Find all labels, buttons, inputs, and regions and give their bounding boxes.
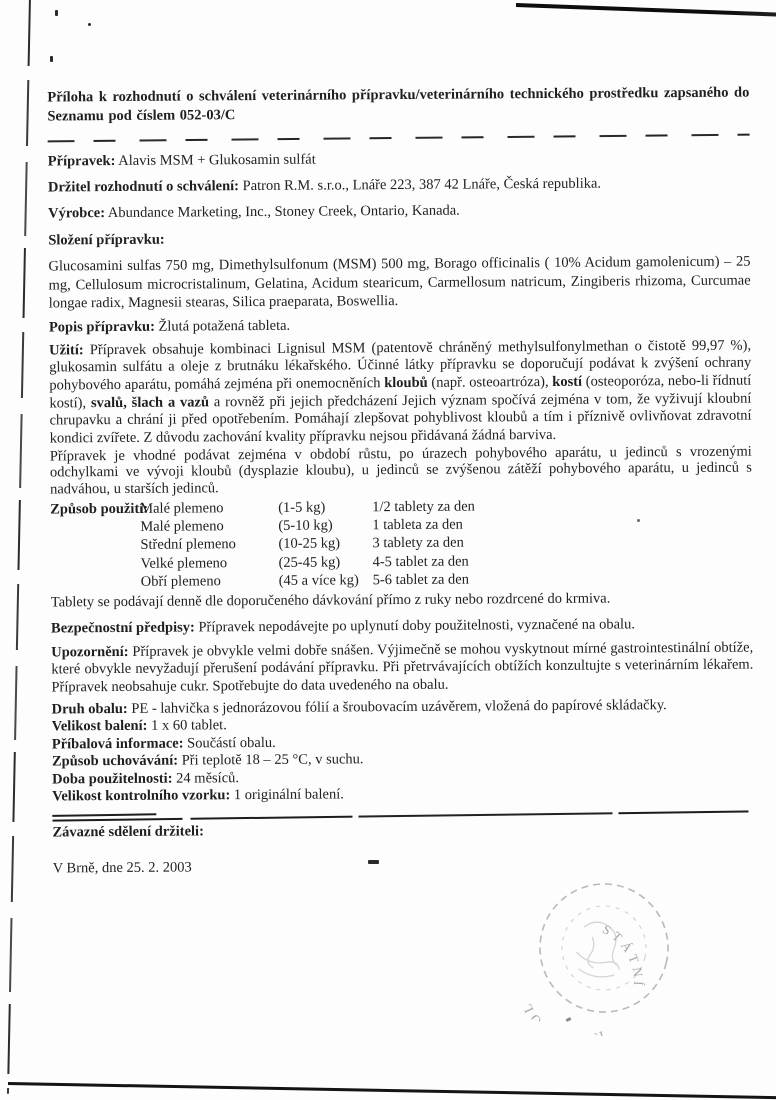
text-segment: (např. osteoartróza), <box>427 373 553 391</box>
text-segment: kostí <box>552 373 583 390</box>
bottom-fields <box>52 697 755 806</box>
field-safety-label: Bezpečnostní předpisy: <box>50 618 195 636</box>
text-segment: svalů, šlach a vazů <box>90 393 210 411</box>
section-composition-label: Složení přípravku: <box>48 231 165 249</box>
field-packaging-label: Druh obalu: <box>51 700 128 718</box>
field-manufacturer <box>48 200 750 224</box>
dosage-cell-weight: (45 a více kg) <box>278 572 359 589</box>
paragraph-warning-label: Upozornění: <box>51 643 129 660</box>
final-divider-line-short <box>52 814 156 818</box>
paragraph-warning <box>51 639 753 696</box>
field-leaflet-label: Příbalová informace: <box>51 735 184 753</box>
field-product <box>48 148 750 172</box>
field-safety <box>51 614 753 638</box>
field-control-sample <box>52 784 754 806</box>
field-manufacturer-value: Abundance Marketing, Inc., Stoney Creek, Ontario, Kanada. <box>107 202 460 222</box>
text-segment: Přípravek obsahuje kombinaci Lignisul MSM (patentově chráněný methylsulfonylmethan o čistotě 99,97 %), glukosamin sulfátu a oleje z brutnáku lékařského. Účinné látky přípravku se doporučují podávat k zvýšení ochrany pohybového aparátu, pomáhá zejména při onemocněních <box>49 337 752 394</box>
text-segment: kloubů <box>384 374 428 392</box>
scan-speck <box>55 10 58 16</box>
text-segment: (osteoporóza, nebo-li řídnutí kostí), <box>49 372 752 412</box>
field-product-value: Alavis MSM + Glukosamin sulfát <box>118 151 316 169</box>
scan-edge-bottom <box>8 1082 776 1099</box>
dosage-cell-breed: Obří plemeno <box>140 573 221 590</box>
stamp-arc-text-top: STÁTNÍ <box>600 921 647 990</box>
text-segment: a rovněž při jejich předcházení Jejich význam spočívá zejména v tom, že vyživují kloubní chrupavku a chrání ji před opotřebením. Pomáhají zlepšovat pohyblivost kloubů a tím i příznivě ovlivňovat zdravotní kondici zvířete. Z důvodu zachování kvality přípravku nejsou přidávaná žádná barviva. <box>49 390 752 447</box>
paragraph-warning-text: Přípravek je obvykle velmi dobře snášen. Výjimečně se mohou vyskytnout mírné gastrointestinální obtíže, které obvykle nevyžadují přerušení podávání přípravku. Při přetrvávajících obtížích konzultujte s veterinárním lékařem. Přípravek neobsahuje cukr. Spotřebujte do data uvedeného na obalu. <box>51 639 754 695</box>
field-leaflet-value: Součástí obalu. <box>187 734 276 752</box>
header-divider-line <box>48 134 750 143</box>
field-description-label: Popis přípravku: <box>48 318 155 335</box>
dosage-table-label: Způsob použití: <box>50 500 149 517</box>
dosage-cell-breed: Malé plemeno <box>140 499 224 517</box>
field-storage-label: Způsob uchovávání: <box>51 752 179 770</box>
dosage-cell-dose: 1 tableta za den <box>372 516 463 534</box>
document-body <box>47 84 754 878</box>
field-control-sample-value: 1 originální balení. <box>233 786 344 804</box>
field-binding-statement: Závazné sdělení držiteli: <box>52 823 204 841</box>
paragraph-dosage-note: Tablety se podávají denně dle doporučeného dávkování přímo z ruky nebo rozdrcené do krmiva. <box>50 590 611 610</box>
dosage-cell-weight: (10-25 kg) <box>278 535 341 553</box>
field-approval-holder-label: Držitel rozhodnutí o schválení: <box>47 178 240 196</box>
field-pack-size-label: Velikost balení: <box>51 718 148 735</box>
field-description-value: Žlutá potažená tableta. <box>158 317 291 335</box>
paragraph-usage <box>49 337 752 448</box>
paragraph-usage-2: Přípravek je vhodné podávat zejména v období růstu, po úrazech pohybového aparátu, u jedinců s vrozenými odchylkami ve vývoji kloubů (dysplazie kloubu), u jedinců se zvýšenou zátěží pohybového aparátu, u jedinců s nadváhou, u starších jedinců. <box>49 443 752 498</box>
field-approval-holder-value: Patron R.M. s.r.o., Lnáře 223, 387 42 Lnáře, Česká republika. <box>242 175 602 195</box>
scan-edge-left <box>7 0 31 1094</box>
paragraph-usage-label: Užití: <box>49 341 84 358</box>
field-shelf-life-label: Doba použitelnosti: <box>52 770 173 788</box>
field-pack-size-value: 1 x 60 tablet. <box>151 717 227 735</box>
dosage-rows <box>140 495 753 591</box>
field-safety-value: Přípravek nepodávejte po uplynutí doby použitelnosti, vyznačené na obalu. <box>198 615 635 635</box>
dosage-cell-dose: 1/2 tablety za den <box>372 497 475 515</box>
place-and-date: V Brně, dne 25. 2. 2003 <box>52 859 192 877</box>
dosage-cell-dose: 4-5 tablet za den <box>372 553 469 570</box>
paragraph-usage-text <box>49 337 751 446</box>
field-shelf-life-value: 24 měsíců. <box>176 769 240 787</box>
field-storage-value: Při teplotě 18 – 25 °C, v suchu. <box>181 751 364 769</box>
dosage-cell-weight: (25-45 kg) <box>278 554 341 571</box>
dosage-cell-breed: Střední plemeno <box>140 536 236 554</box>
stamp-outer-ring <box>527 871 681 1025</box>
dosage-cell-weight: (1-5 kg) <box>278 499 326 516</box>
field-product-label: Přípravek: <box>47 152 116 170</box>
dosage-cell-breed: Velké plemeno <box>140 554 228 572</box>
document-title: Příloha k rozhodnutí o schválení veterinárního přípravku/veterinárního technického prostředku zapsaného do Seznamu pod číslem 052-03/C <box>47 84 750 125</box>
field-control-sample-label: Velikost kontrolního vzorku: <box>52 787 231 805</box>
paragraph-composition: Glucosamini sulfas 750 mg, Dimethylsulfonum (MSM) 500 mg, Borago officinalis ( 10% Acidum gamolenicum) – 25 mg, Cellulosum microcristalinum, Gelatina, Acidum stearicum, Carmellosum natricum, Zingiberis rhizoma, Curcumae longae radix, Magnesii stearas, Silica praeparata, Boswellia. <box>48 253 751 312</box>
field-approval-holder <box>48 174 750 198</box>
dosage-cell-breed: Malé plemeno <box>140 518 224 535</box>
dosage-cell-weight: (5-10 kg) <box>278 517 333 534</box>
dosage-table <box>50 495 753 592</box>
scan-speck <box>88 23 91 26</box>
official-stamp <box>501 845 707 1051</box>
dosage-cell-dose: 5-6 tablet za den <box>372 571 469 589</box>
field-packaging-value: PE - lahvička s jednorázovou fólií a šroubovacím uzávěrem, vložená do papírové skládačky. <box>131 697 667 717</box>
field-manufacturer-label: Výrobce: <box>48 205 106 222</box>
scan-speck <box>50 56 53 62</box>
stamp-arc-text-right: KONTROL <box>517 998 607 1048</box>
field-description <box>49 313 751 337</box>
dosage-cell-dose: 3 tablety za den <box>372 534 464 552</box>
scan-edge-top <box>516 3 776 17</box>
